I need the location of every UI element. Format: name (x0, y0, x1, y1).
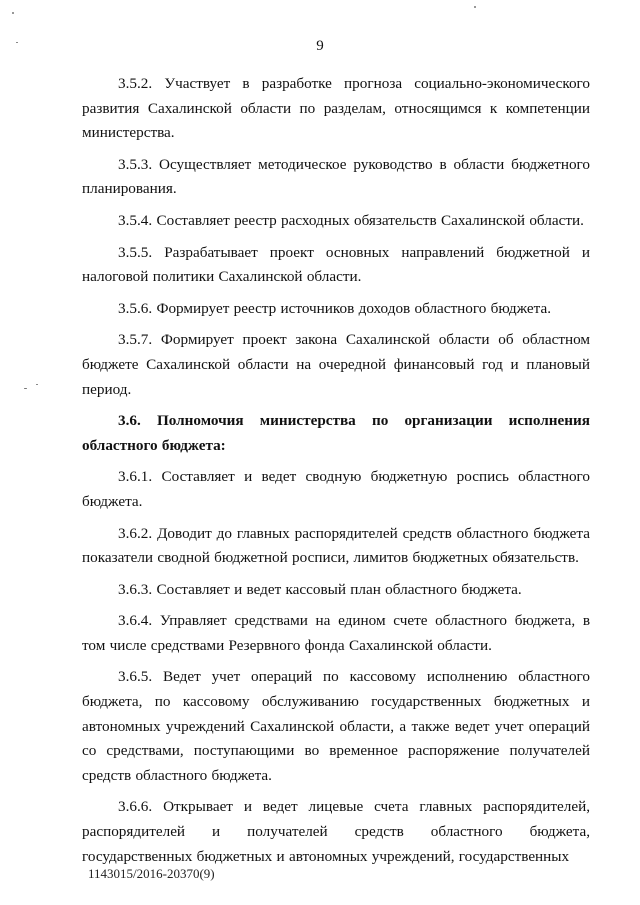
paragraph-3-5-6: 3.5.6. Формирует реестр источников доходов областного бюджета. (118, 299, 552, 317)
paragraph-3-6-6: 3.6.6. Открывает и ведет лицевые счета главных распорядителей, распорядителей и получателей средств областного бюджета, государственных бюджетных и автономных учреждений, государственных (82, 798, 590, 865)
paragraph-3-6-2: 3.6.2. Доводит до главных распорядителей средств областного бюджета показатели сводной бюджетной росписи, лимитов бюджетных обязательств. (82, 524, 590, 567)
section-heading-3-6: 3.6. Полномочия министерства по организации исполнения областного бюджета: (82, 412, 590, 454)
scan-speck (24, 388, 27, 389)
document-id-footer: 1143015/2016-20370(9) (88, 866, 215, 881)
document-body (82, 72, 590, 876)
scan-speck (36, 384, 38, 385)
paragraph-3-6-4: 3.6.4. Управляет средствами на едином счете областного бюджета, в том числе средствами Резервного фонда Сахалинской области. (82, 612, 590, 654)
paragraph-3-5-2: 3.5.2. Участвует в разработке прогноза социально-экономического развития Сахалинской области по разделам, относящимся к компетенции министерства. (82, 75, 590, 142)
scan-speck (12, 12, 14, 14)
paragraph-3-6-1: 3.6.1. Составляет и ведет сводную бюджетную роспись областного бюджета. (82, 468, 590, 510)
paragraph-3-6-5: 3.6.5. Ведет учет операций по кассовому исполнению областного бюджета, по кассовому обслуживанию государственных бюджетных и автономных учреждений Сахалинской области, а также ведет учет операций со средствами, поступающими во временное распоряжение получателей средств областного бюджета. (82, 668, 590, 784)
page-number: 9 (316, 38, 324, 54)
scan-speck (16, 42, 18, 43)
paragraph-3-5-5: 3.5.5. Разрабатывает проект основных направлений бюджетной и налоговой политики Сахалинской области. (82, 243, 590, 286)
paragraph-3-5-4: 3.5.4. Составляет реестр расходных обязательств Сахалинской области. (118, 211, 584, 229)
paragraph-3-6-3: 3.6.3. Составляет и ведет кассовый план областного бюджета. (118, 580, 522, 598)
paragraph-3-5-7: 3.5.7. Формирует проект закона Сахалинской области об областном бюджете Сахалинской области на очередной финансовый год и плановый период. (82, 331, 590, 398)
paragraph-3-5-3: 3.5.3. Осуществляет методическое руководство в области бюджетного планирования. (82, 155, 590, 198)
scan-speck (474, 6, 476, 8)
